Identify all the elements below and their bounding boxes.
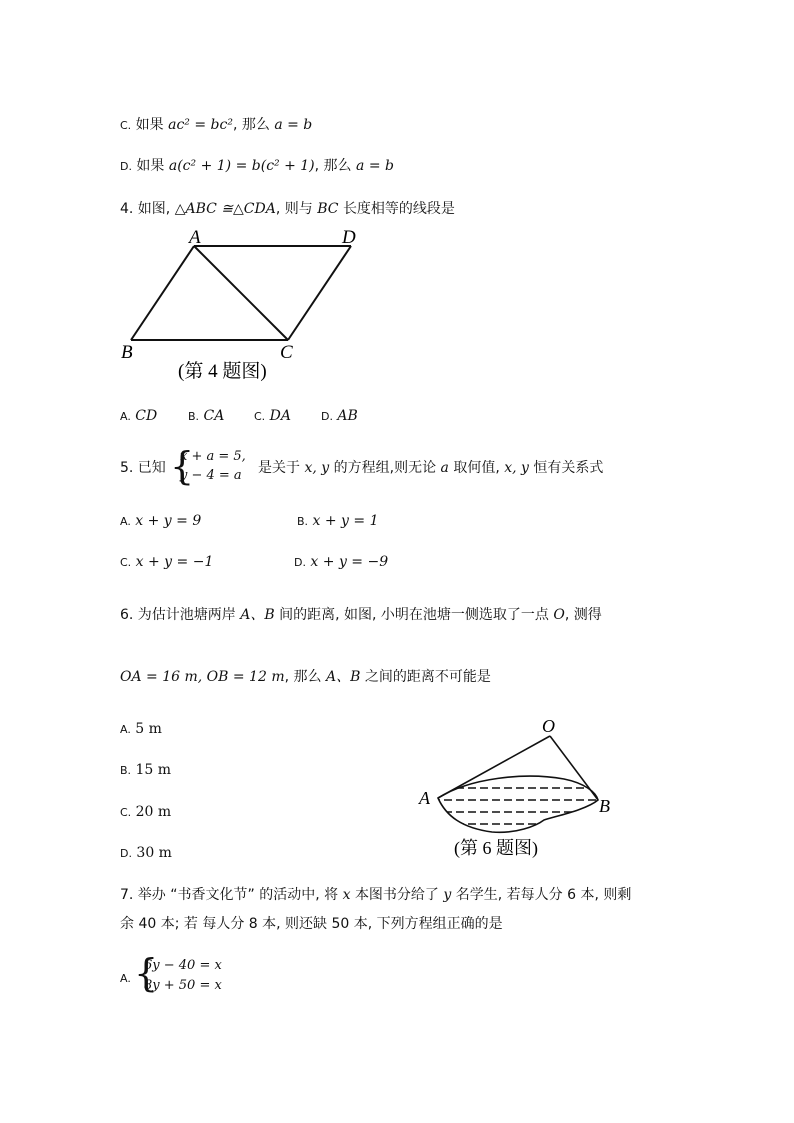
text: 如果 (135, 117, 164, 133)
math-expression: OA = 16 m, OB = 12 m (120, 669, 285, 685)
q5-stem (258, 459, 603, 477)
math-expression: a = b (356, 158, 394, 174)
q4-option-c (254, 407, 291, 426)
text: 长度相等的线段是 (342, 201, 455, 217)
q4-stem (120, 200, 455, 218)
q7-stem-line1 (120, 886, 631, 904)
option-letter: A. (120, 972, 131, 985)
option-letter: C. (120, 806, 132, 819)
text: 间的距离, 如图, 小明在池塘一侧选取了一点 (279, 607, 549, 623)
math-expression: x, y (304, 460, 330, 476)
label-b: B (599, 796, 610, 816)
math-expression: x (342, 887, 351, 903)
math-expression: a(c² + 1) = b(c² + 1) (168, 158, 315, 174)
option-letter: D. (120, 160, 132, 173)
text: , 那么 (232, 117, 270, 133)
option-letter: C. (120, 119, 132, 132)
text: 4. 如图, (120, 201, 175, 217)
option-letter: A. (120, 723, 131, 736)
text: 之间的距离不可能是 (364, 669, 491, 685)
label-c: C (280, 342, 293, 363)
figure-caption: (第 6 题图) (454, 838, 538, 858)
q6-option-d (120, 844, 172, 863)
label-a: A (189, 227, 201, 248)
label-o: O (542, 716, 555, 736)
option-value: 30 m (136, 845, 172, 861)
equation-2: y − 4 = a (180, 468, 242, 483)
q3-option-d (120, 157, 394, 176)
text: 7. 举办 “书香文化节” 的活动中, 将 (120, 887, 339, 903)
system-brace: { (134, 951, 159, 995)
math-expression: BC (317, 201, 339, 217)
math-expression: A、B (240, 607, 275, 623)
q5-option-b (297, 512, 378, 531)
text: 6. 为估计池塘两岸 (120, 607, 236, 623)
text: 的方程组,则无论 (333, 460, 437, 476)
option-letter: B. (188, 410, 200, 423)
math-expression: x, y (504, 460, 529, 476)
text: 如果 (136, 158, 165, 174)
q5-option-a (120, 512, 201, 531)
q7-stem-line2: 余 40 本; 若 每人分 8 本, 则还缺 50 本, 下列方程组正确的是 (120, 916, 503, 932)
text: , 那么 (314, 158, 352, 174)
q6-stem (120, 606, 602, 624)
option-letter: C. (254, 410, 266, 423)
q6-option-b (120, 761, 171, 780)
text: , 那么 (284, 669, 322, 685)
q6-figure (412, 712, 622, 862)
option-value: 5 m (135, 721, 162, 737)
math-expression: y (443, 887, 452, 903)
label-b: B (121, 342, 133, 363)
q4-option-b (188, 407, 224, 426)
q7-option-a-letter (120, 969, 131, 988)
math-expression: a (440, 460, 449, 476)
text: , 测得 (564, 607, 602, 623)
text: 取何值, (453, 460, 500, 476)
equation-2: 8y + 50 = x (144, 978, 222, 993)
q4-option-d (321, 407, 358, 426)
option-value: x + y = −1 (135, 554, 214, 570)
text: 是关于 (258, 460, 300, 476)
math-expression: a = b (274, 117, 313, 133)
label-a: A (419, 788, 430, 808)
option-value: AB (337, 408, 358, 424)
q6-stem-line2 (120, 668, 491, 686)
equation-1: x + a = 5, (180, 449, 246, 464)
option-value: x + y = −9 (310, 554, 389, 570)
option-letter: A. (120, 515, 131, 528)
q4-figure (118, 224, 368, 386)
figure-caption: (第 4 题图) (178, 361, 267, 382)
q3-option-c (120, 116, 312, 135)
math-expression: O (553, 607, 565, 623)
math-expression: △ABC ≅△CDA (174, 201, 276, 217)
option-letter: D. (321, 410, 333, 423)
option-letter: B. (120, 764, 132, 777)
q6-option-a (120, 720, 162, 739)
text: , 则与 (275, 201, 313, 217)
label-d: D (342, 227, 356, 248)
option-letter: C. (120, 556, 132, 569)
math-expression: A、B (325, 669, 361, 685)
q4-options (120, 407, 157, 426)
option-value: x + y = 9 (135, 513, 202, 529)
option-letter: A. (120, 410, 131, 423)
option-value: x + y = 1 (312, 513, 379, 529)
option-value: 15 m (135, 762, 172, 778)
option-value: DA (269, 408, 291, 424)
option-value: 20 m (135, 804, 172, 820)
text: 名学生, 若每人分 6 本, 则剩 (455, 887, 632, 903)
option-value: CD (135, 408, 158, 424)
option-letter: D. (120, 847, 132, 860)
system-brace: { (170, 444, 195, 488)
q5-option-d (294, 553, 388, 572)
option-letter: D. (294, 556, 306, 569)
text: 本图书分给了 (354, 887, 439, 903)
q6-option-c (120, 803, 171, 822)
q5-prefix: 5. 已知 (120, 460, 166, 476)
equation-1: 6y − 40 = x (144, 958, 222, 973)
q5-option-c (120, 553, 213, 572)
option-value: CA (203, 408, 225, 424)
text: 恒有关系式 (533, 460, 604, 476)
math-expression: ac² = bc² (168, 117, 233, 133)
option-letter: B. (297, 515, 309, 528)
